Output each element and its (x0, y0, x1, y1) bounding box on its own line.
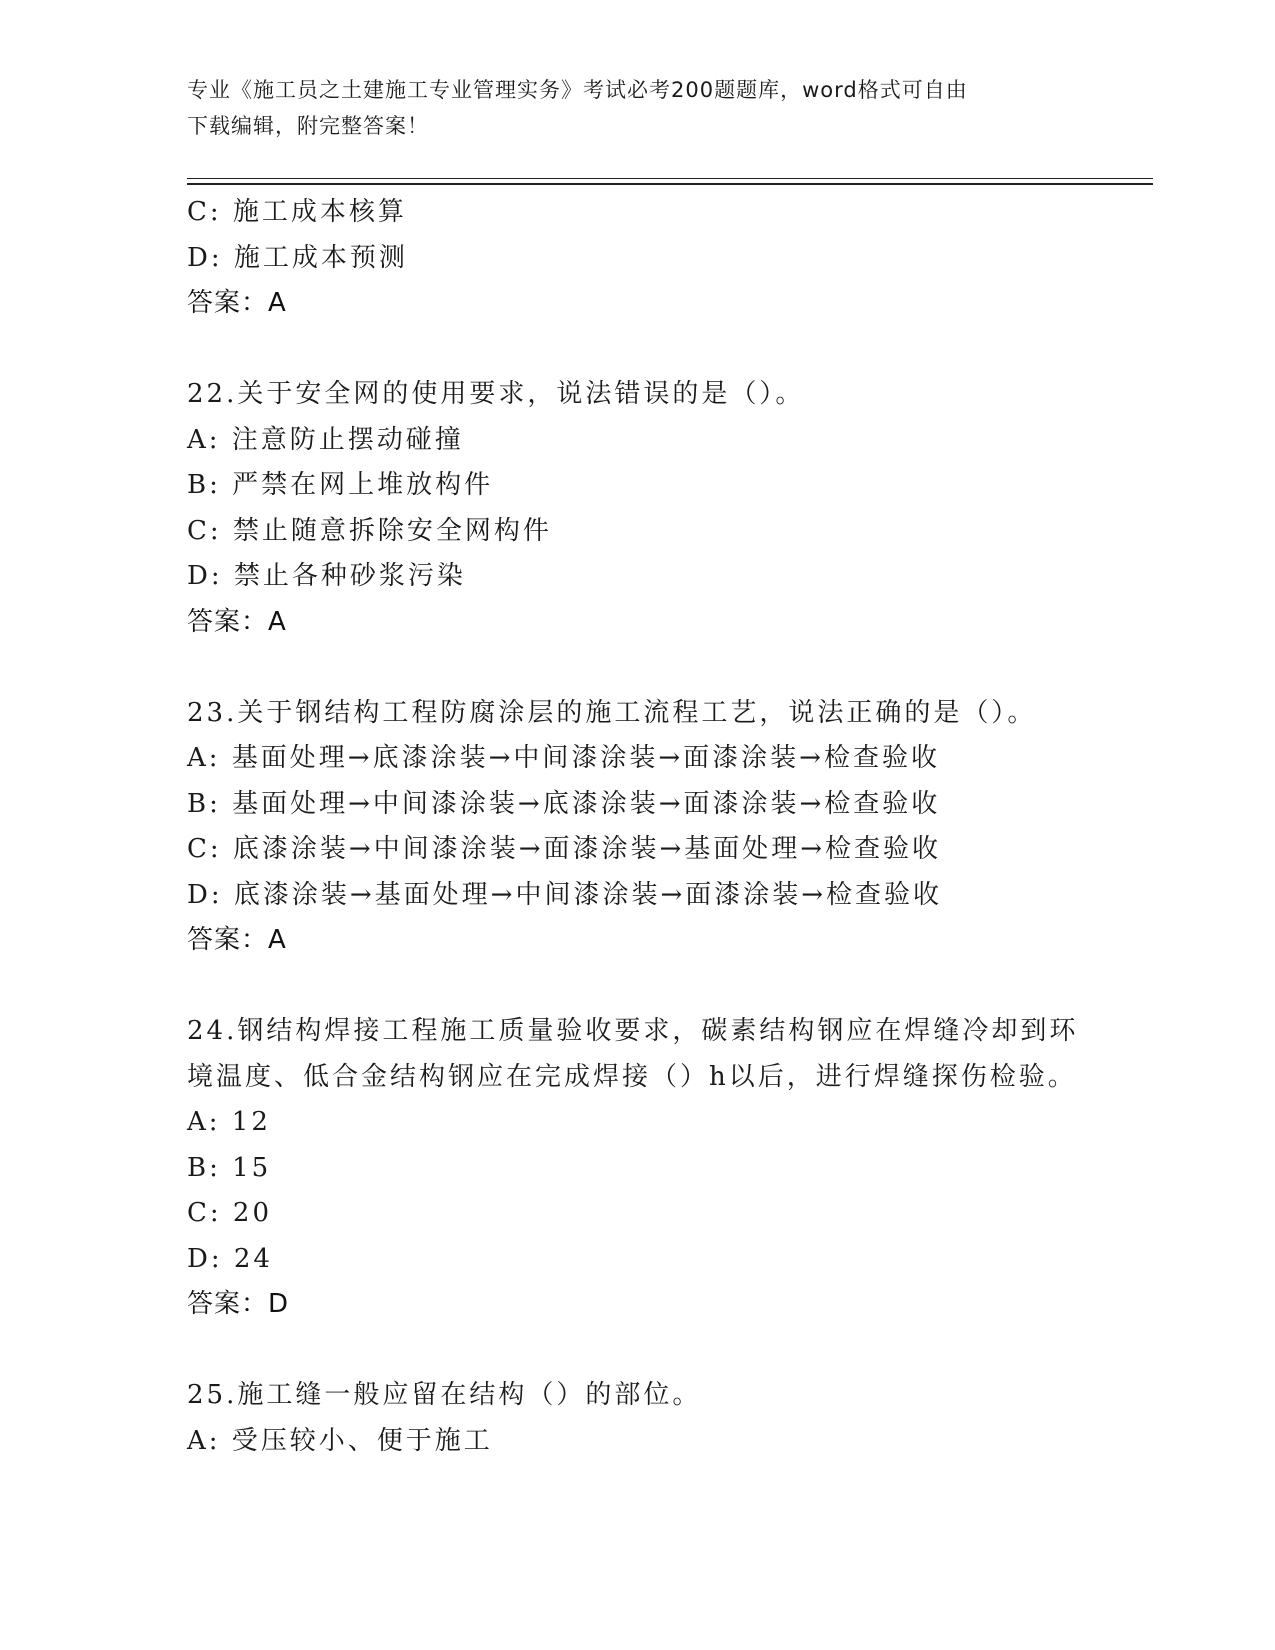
option-a: A: 基面处理→底漆涂装→中间漆涂装→面漆涂装→检查验收 (187, 743, 940, 773)
answer: 答案：D (187, 1289, 290, 1319)
answer: 答案：A (187, 288, 287, 318)
header-divider-thick (187, 183, 1153, 185)
question-25 (187, 1373, 1087, 1464)
question-prev (187, 190, 1087, 327)
answer: 答案：A (187, 606, 287, 637)
header-line-2: 下载编辑，附完整答案！ (187, 114, 429, 138)
header-line-1: 专业《施工员之土建施工专业管理实务》考试必考200题题库，word格式可自由 (187, 78, 968, 102)
option-d: D: 底漆涂装→基面处理→中间漆涂装→面漆涂装→检查验收 (187, 879, 943, 910)
option-a: A: 12 (187, 1107, 271, 1137)
option-b: B: 基面处理→中间漆涂装→底漆涂装→面漆涂装→检查验收 (187, 788, 941, 819)
option-a: A: 受压较小、便于施工 (187, 1425, 493, 1456)
question-stem-line-1: 24.钢结构焊接工程施工质量验收要求，碳素结构钢应在焊缝冷却到环 (187, 1016, 1079, 1046)
option-c: C: 施工成本核算 (187, 197, 407, 227)
option-d: D: 禁止各种砂浆污染 (187, 561, 466, 591)
option-a: A: 注意防止摆动碰撞 (187, 424, 464, 455)
question-24 (187, 1009, 1087, 1328)
question-stem: 25.施工缝一般应留在结构（）的部位。 (187, 1380, 702, 1410)
option-d: D: 24 (187, 1243, 273, 1274)
option-c: C: 禁止随意拆除安全网构件 (187, 515, 552, 546)
question-stem-line-2: 境温度、低合金结构钢应在完成焊接（）h以后，进行焊缝探伤检验。 (187, 1061, 1077, 1092)
document-header (187, 72, 1087, 144)
option-d: D: 施工成本预测 (187, 242, 408, 273)
question-23 (187, 691, 1087, 964)
option-c: C: 20 (187, 1198, 273, 1228)
question-22 (187, 372, 1087, 645)
question-stem: 23.关于钢结构工程防腐涂层的施工流程工艺，说法正确的是（）。 (187, 697, 1037, 728)
header-divider-thin (187, 178, 1153, 179)
question-stem: 22.关于安全网的使用要求，说法错误的是（）。 (187, 379, 805, 409)
answer: 答案：A (187, 925, 287, 955)
option-c: C: 底漆涂装→中间漆涂装→面漆涂装→基面处理→检查验收 (187, 834, 942, 864)
option-b: B: 严禁在网上堆放构件 (187, 470, 494, 500)
question-list (187, 190, 1087, 1464)
option-b: B: 15 (187, 1152, 272, 1183)
